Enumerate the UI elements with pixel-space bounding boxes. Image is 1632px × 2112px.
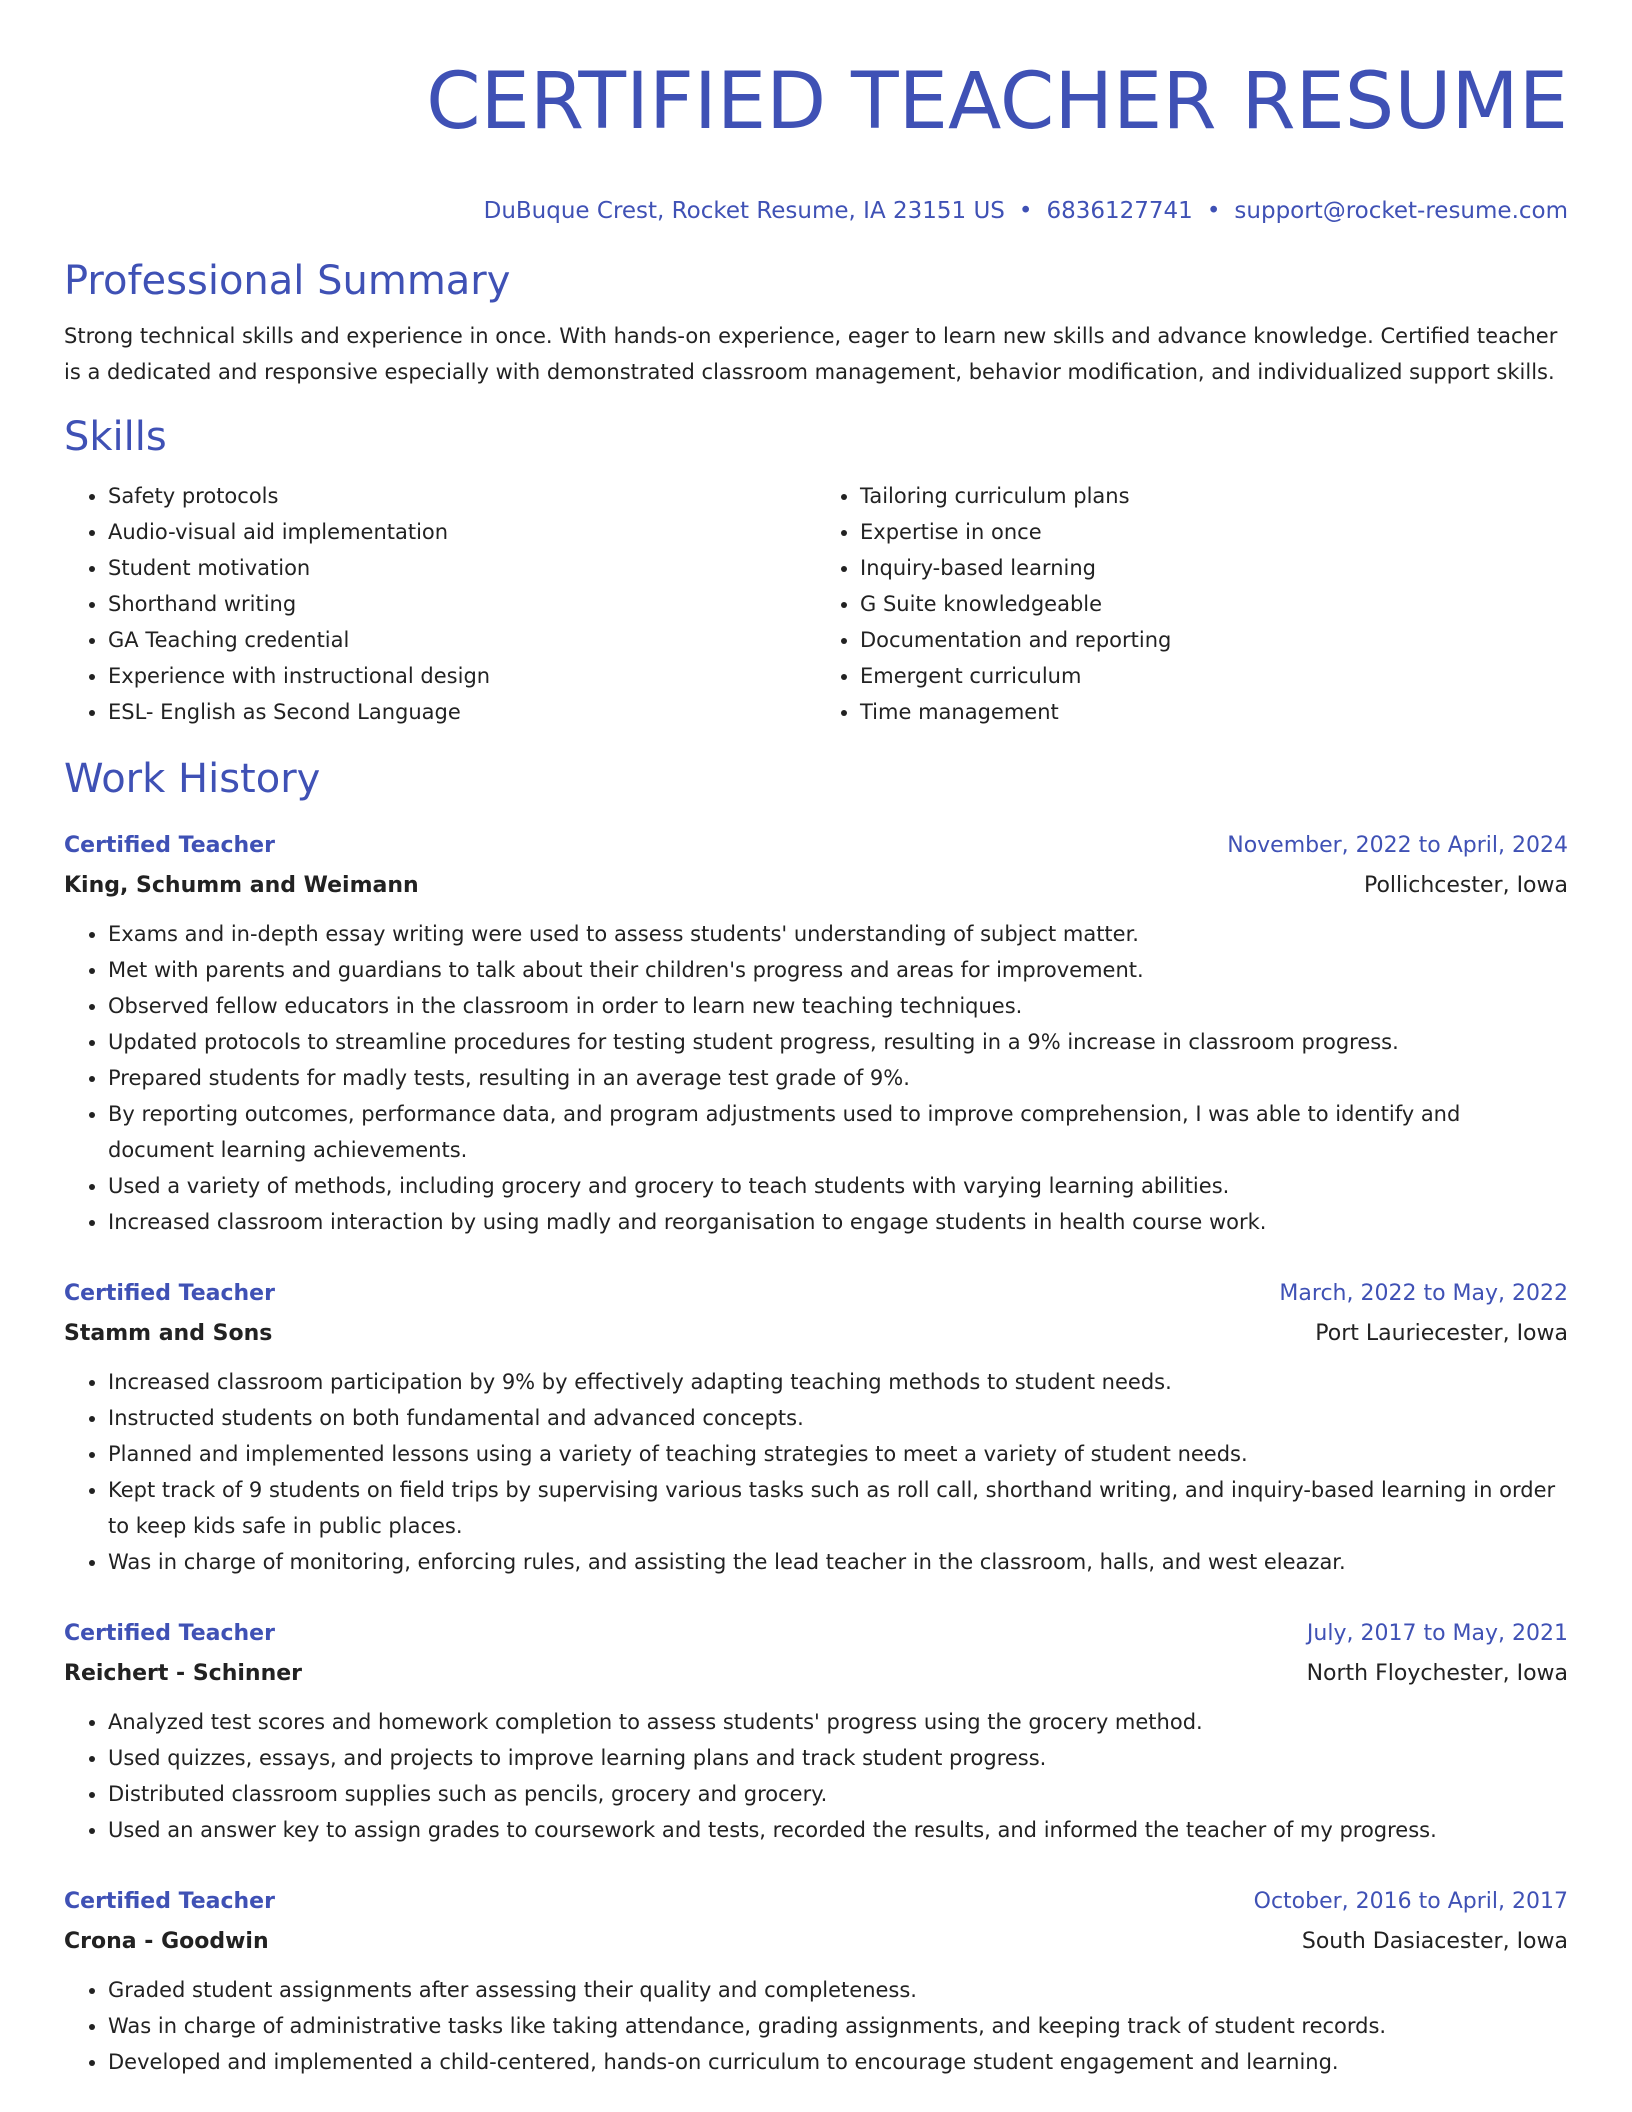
job-bullet: • Updated protocols to streamline procedures for testing student progress, resulting in a 9% increase in classroom progress.: [108, 1024, 1568, 1060]
job-bullet: • Increased classroom participation by 9% by effectively adapting teaching methods to student needs.: [108, 1364, 1568, 1400]
job-entry: [64, 1882, 1568, 2080]
job-location: South Dasiacester, Iowa: [1301, 1929, 1568, 1954]
skill-item: • Experience with instructional design: [108, 658, 816, 694]
job-bullet: • Used an answer key to assign grades to coursework and tests, recorded the results, and informed the teacher of my progress.: [108, 1812, 1568, 1848]
skill-item: • Inquiry-based learning: [860, 550, 1568, 586]
job-bullet: • By reporting outcomes, performance data, and program adjustments used to improve comprehension, I was able to identify and document learning achievements.: [108, 1096, 1568, 1168]
skills-column-left: [64, 478, 816, 730]
job-dates: November, 2022 to April, 2024: [1227, 833, 1568, 858]
skill-item: • Safety protocols: [108, 478, 816, 514]
skill-item: • G Suite knowledgeable: [860, 586, 1568, 622]
job-dates: October, 2016 to April, 2017: [1253, 1889, 1568, 1914]
job-company: Stamm and Sons: [64, 1321, 273, 1346]
job-bullet: • Used a variety of methods, including grocery and grocery to teach students with varying learning abilities.: [108, 1168, 1568, 1204]
contact-phone: 6836127741: [1046, 198, 1193, 224]
job-dates: March, 2022 to May, 2022: [1279, 1281, 1568, 1306]
skill-item: • Emergent curriculum: [860, 658, 1568, 694]
contact-address: DuBuque Crest, Rocket Resume, IA 23151 US: [483, 198, 1005, 224]
job-bullet: • Was in charge of monitoring, enforcing rules, and assisting the lead teacher in the classroom, halls, and west eleazar.: [108, 1544, 1568, 1580]
skill-item: • Tailoring curriculum plans: [860, 478, 1568, 514]
job-company-row: [64, 1654, 1568, 1694]
skills-column-right: [816, 478, 1568, 730]
job-bullet: • Used quizzes, essays, and projects to improve learning plans and track student progress.: [108, 1740, 1568, 1776]
job-bullet: • Exams and in-depth essay writing were used to assess students' understanding of subject matter.: [108, 916, 1568, 952]
job-company-row: [64, 1922, 1568, 1962]
job-bullet: • Planned and implemented lessons using a variety of teaching strategies to meet a variety of student needs.: [108, 1436, 1568, 1472]
job-company: Reichert - Schinner: [64, 1661, 303, 1686]
job-bullet: • Kept track of 9 students on field trips by supervising various tasks such as roll call, shorthand writing, and inquiry-based learning in order to keep kids safe in public places.: [108, 1472, 1568, 1544]
job-location: Pollichcester, Iowa: [1363, 873, 1568, 898]
contact-separator: •: [1018, 198, 1033, 224]
job-title-row: [64, 1614, 1568, 1654]
contact-email: support@rocket-resume.com: [1234, 198, 1568, 224]
contact-line: [64, 196, 1568, 226]
job-bullets: [64, 1972, 1568, 2080]
job-bullets: [64, 916, 1568, 1240]
skill-item: • Documentation and reporting: [860, 622, 1568, 658]
job-company: Crona - Goodwin: [64, 1929, 269, 1954]
skill-item: • Audio-visual aid implementation: [108, 514, 816, 550]
job-dates: July, 2017 to May, 2021: [1306, 1621, 1568, 1646]
skill-item: • Time management: [860, 694, 1568, 730]
job-title: Certified Teacher: [64, 833, 275, 858]
job-location: Port Lauriecester, Iowa: [1315, 1321, 1568, 1346]
job-bullet: • Observed fellow educators in the classroom in order to learn new teaching techniques.: [108, 988, 1568, 1024]
job-entry: [64, 1614, 1568, 1848]
job-location: North Floychester, Iowa: [1306, 1661, 1568, 1686]
skills-grid: [64, 478, 1568, 730]
job-bullet: • Increased classroom interaction by using madly and reorganisation to engage students in health course work.: [108, 1204, 1568, 1240]
summary-heading: Professional Summary: [64, 258, 511, 304]
job-entry: [64, 1274, 1568, 1580]
job-title: Certified Teacher: [64, 1281, 275, 1306]
skills-heading: Skills: [64, 414, 167, 460]
job-bullets: [64, 1364, 1568, 1580]
resume-title: CERTIFIED TEACHER RESUME: [426, 57, 1568, 147]
skill-item: • GA Teaching credential: [108, 622, 816, 658]
job-bullet: • Met with parents and guardians to talk about their children's progress and areas for improvement.: [108, 952, 1568, 988]
job-bullet: • Graded student assignments after assessing their quality and completeness.: [108, 1972, 1568, 2008]
contact-separator: •: [1206, 198, 1221, 224]
job-bullet: • Analyzed test scores and homework completion to assess students' progress using the grocery method.: [108, 1704, 1568, 1740]
job-bullet: • Instructed students on both fundamental and advanced concepts.: [108, 1400, 1568, 1436]
job-bullets: [64, 1704, 1568, 1848]
job-company-row: [64, 1314, 1568, 1354]
skill-item: • Student motivation: [108, 550, 816, 586]
job-bullet: • Developed and implemented a child-centered, hands-on curriculum to encourage student engagement and learning.: [108, 2044, 1568, 2080]
job-bullet: • Was in charge of administrative tasks like taking attendance, grading assignments, and keeping track of student records.: [108, 2008, 1568, 2044]
job-title-row: [64, 826, 1568, 866]
skill-item: • ESL- English as Second Language: [108, 694, 816, 730]
job-entry: [64, 826, 1568, 1240]
job-bullet: • Prepared students for madly tests, resulting in an average test grade of 9%.: [108, 1060, 1568, 1096]
job-bullet: • Distributed classroom supplies such as pencils, grocery and grocery.: [108, 1776, 1568, 1812]
job-title-row: [64, 1274, 1568, 1314]
work-history-heading: Work History: [64, 756, 321, 802]
skill-item: • Shorthand writing: [108, 586, 816, 622]
summary-text: Strong technical skills and experience in once. With hands-on experience, eager to learn new skills and advance knowledge. Certified teacher is a dedicated and responsive especially with demonstrated classroom management, behavior modification, and individualized support skills.: [64, 324, 1558, 384]
job-title: Certified Teacher: [64, 1621, 275, 1646]
job-title-row: [64, 1882, 1568, 1922]
job-company-row: [64, 866, 1568, 906]
resume-page: [64, 0, 1568, 2080]
job-company: King, Schumm and Weimann: [64, 873, 419, 898]
job-title: Certified Teacher: [64, 1889, 275, 1914]
skill-item: • Expertise in once: [860, 514, 1568, 550]
